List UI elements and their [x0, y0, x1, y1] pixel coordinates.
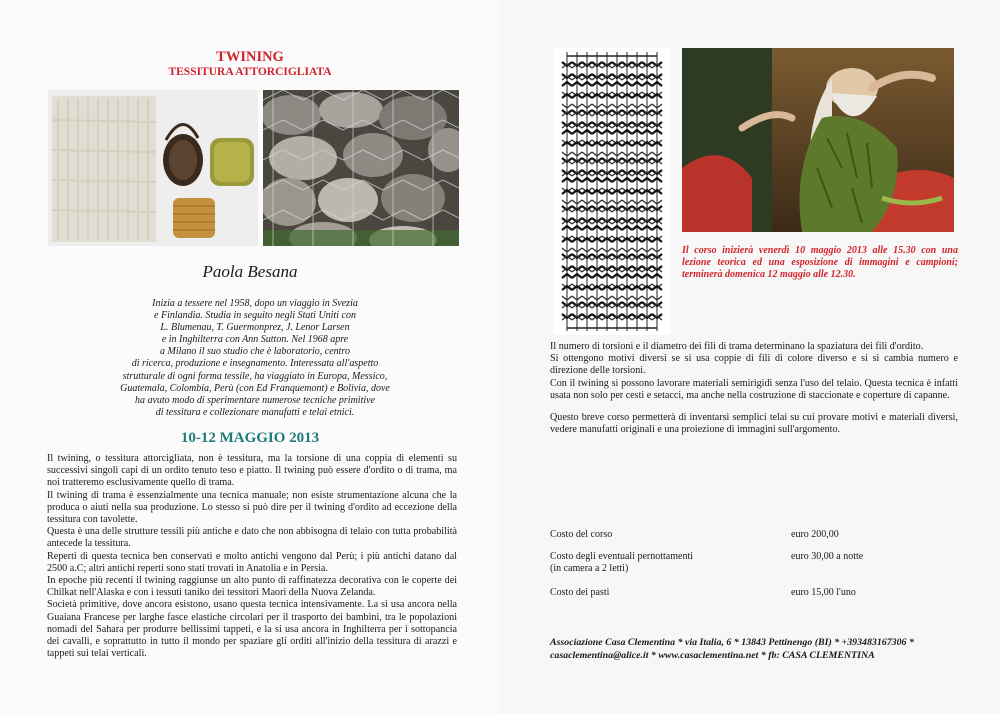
- course-schedule: Il corso inizierà venerdì 10 maggio 2013 alle 15.30 con una lezione teorica ed una esposizione di immagini e campioni; terminerà domenica 12 maggio alle 12.30.: [682, 245, 958, 280]
- cost-value: euro 15,00 l'uno: [791, 587, 856, 598]
- page-title: TWINING: [216, 49, 284, 65]
- paragraph: Si ottengono motivi diversi se si usa coppie di fili di colore diverso e si si cambia numero e direzione delle torsioni.: [550, 353, 958, 377]
- bio-line: strutturale di ogni forma tessile, ha viaggiato in Europa, Messico,: [122, 370, 388, 382]
- right-page: [500, 0, 1000, 714]
- contact-web: casaclementina@alice.it * www.casaclementina.net * fb: CASA CLEMENTINA: [550, 649, 875, 661]
- paragraph: Il twining, o tessitura attorcigliata, non è tessitura, ma la torsione di una coppia di elementi su successivi singoli capi di un ordito tenuto teso e piatto. Il twining può essere d'ordito o di trama, ma noi tratteremo esclusivamente quello di trama.: [47, 453, 457, 489]
- bio-line: e Finlandia. Studia in seguito negli Stati Uniti con: [154, 310, 356, 322]
- cost-label-note: (in camera a 2 letti): [550, 563, 629, 574]
- cost-value: euro 200,00: [791, 529, 839, 540]
- cost-label: Costo del corso: [550, 529, 613, 540]
- paragraph: In epoche più recenti il twining raggiunse un alto punto di raffinatezza decorativa con le coperte dei Chilkat nell'Alaska e con i tessuti taniko dei tessitori Maori della Nuova Zelanda.: [47, 575, 457, 599]
- paragraph: Reperti di questa tecnica ben conservati e molto antichi vengono dal Perù; i più antichi datano dal 2500 a.C; altri antichi reperti sono stati trovati in Anatolia e in Persia.: [47, 550, 457, 574]
- author-bio: [95, 298, 415, 419]
- author-name: Paola Besana: [202, 262, 298, 281]
- gabion-stones-photo: [263, 90, 459, 246]
- twining-diagram: [553, 48, 671, 335]
- bio-line: a Milano il suo studio che è laboratorio, centro: [160, 346, 350, 358]
- contact-block: [550, 637, 970, 662]
- paragraph: Con il twining si possono lavorare materiali semirigidi senza l'uso del telaio. Questa tecnica è infatti usata non solo per cesti e setacci, ma anche nella costruzione di staccionate e coperture di capanne.: [550, 377, 958, 401]
- cost-label: Costo degli eventuali pernottamenti: [550, 551, 694, 562]
- page-subtitle: TESSITURA ATTORCIGLIATA: [168, 66, 332, 78]
- bio-line: e in Inghilterra con Ann Sutton. Nel 1968 apre: [161, 334, 349, 346]
- paragraph: Il twining di trama è essenzialmente una tecnica manuale; non esiste strumentazione alcuna che la produca o aiuti nella sua produzione. Lo stesso si può dire per il twining d'ordito ad eccezione della tessitura con tavolette.: [47, 489, 457, 526]
- paragraph: Questo breve corso permetterà di inventarsi semplici telai su cui provare motivi e materiali diversi, vedere manufatti originali e una proiezione di immagini sull'argomento.: [550, 412, 958, 436]
- bio-line: L. Blumenau, T. Guermonprez, J. Lenor Larsen: [160, 322, 350, 334]
- paragraph: Il numero di torsioni e il diametro dei fili di trama determinano la spaziatura dei fili d'ordito.: [550, 341, 924, 352]
- paragraph: Questa è una delle strutture tessili più antiche e dato che non abbisogna di telaio con tutta probabilità antecede la tessitura.: [47, 526, 457, 550]
- cost-label: Costo dei pasti: [550, 587, 610, 598]
- event-dates: 10-12 MAGGIO 2013: [180, 430, 320, 446]
- paragraph: Società primitive, dove ancora esistono, usano questa tecnica intensivamente. La si usa ancora nella Guaiana Francese per larghe fasce elastiche circolari per il trasporto dei bambini, tra le popolazioni nomadi del Sahara per produrre bellissimi tappeti, e la si usa ancora in Inghilterra per i sottopancia dei cavalli, e soprattutto in tutto il mondo per spaziare gli orditi all'inizio della tessitura di arazzi e tappeti sui telai verticali.: [47, 599, 457, 660]
- twined-textiles-photo: [48, 90, 258, 246]
- bio-line: di ricerca, produzione e insegnamento. Interessata all'aspetto: [131, 358, 379, 370]
- bio-line: Guatemala, Colombia, Perù (con Ed Franquemont) e Bolivia, dove: [120, 382, 390, 394]
- contact-address: Associazione Casa Clementina * via Italia, 6 * 13843 Pettinengo (BI) * +393483167306 *: [550, 637, 914, 648]
- bio-line: ha avuto modo di sperimentare numerose tecniche primitive: [134, 394, 376, 406]
- intro-text: [47, 453, 457, 660]
- bio-line: Inizia a tessere nel 1958, dopo un viaggio in Svezia: [152, 298, 358, 309]
- cost-value: euro 30,00 a notte: [791, 551, 864, 562]
- painting-image: [682, 48, 954, 232]
- bio-line: di tessitura e collezionare manufatti e telai etnici.: [155, 406, 355, 418]
- technique-text: [550, 341, 958, 436]
